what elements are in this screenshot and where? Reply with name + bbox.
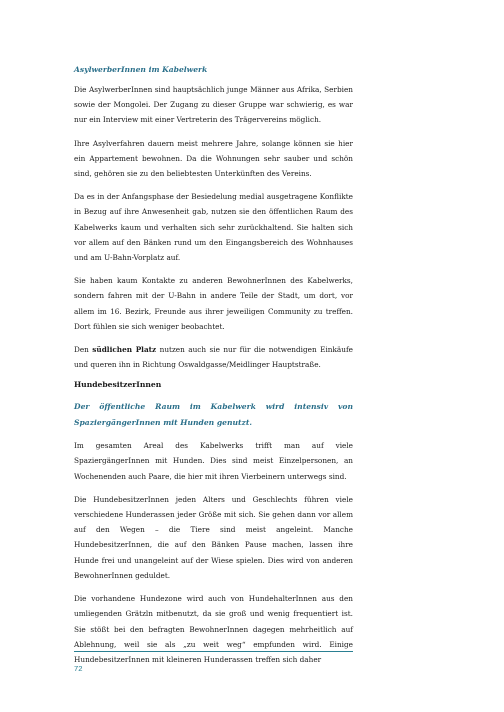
paragraph: Die AsylwerberInnen sind hauptsächlich junge Männer aus Afrika, Serbien sowie der Mongolei. Der Zugang zu dieser Gruppe war schwierig, es war nur ein Interview mit einer Vertreterin des Trägervereins möglich. [74, 85, 353, 125]
paragraph: Die HundebesitzerInnen jeden Alters und Geschlechts führen viele verschiedene Hunderassen jeder Größe mit sich. Sie gehen dann vor allem auf den Wegen – die Tiere sind meist angeleint. Manche HundebesitzerInnen, die auf den Bänken Pause machen, lassen ihre Hunde frei und unangeleint auf der Wiese spielen. Dies wird von anderen BewohnerInnen geduldet. [74, 494, 353, 580]
footer-rule [74, 651, 353, 652]
bold-text-run: südlichen Platz [92, 345, 157, 355]
text-run: nutzen auch sie nur für die notwendigen Einkäufe und queren ihn in Richtung Oswaldgasse/Meidlinger Hauptstraße. [74, 345, 353, 370]
paragraph: Die vorhandene Hundezone wird auch von HundehalterInnen aus den umliegenden Grätzln mitbenutzt, da sie groß und wenig frequentiert ist. Sie stößt bei den befragten BewohnerInnen dagegen mehrheitlich auf Ablehnung, weil sie als „zu weit weg“ empfunden wird. Einige HundebesitzerInnen mit kleineren Hunderassen treffen sich daher [74, 594, 353, 664]
lead-paragraph: Der öffentliche Raum im Kabelwerk wird intensiv von SpaziergängerInnen mit Hunden genutzt. [74, 402, 353, 427]
paragraph: Da es in der Anfangsphase der Besiedelung medial ausgetragene Konflikte in Bezug auf ihre Anwesenheit gab, nutzen sie den öffentlichen Raum des Kabelwerks kaum und verhalten sich sehr zurückhaltend. Sie halten sich vor allem auf den Bänken rund um den Eingangsbereich des Wohnhauses und am U-Bahn-Vorplatz auf. [74, 192, 353, 263]
paragraph: Im gesamten Areal des Kabelwerks trifft man auf viele SpaziergängerInnen mit Hunden. Dies sind meist Einzelpersonen, an Wochenenden auch Paare, die hier mit ihren Vierbeinern unterwegs sind. [74, 441, 353, 481]
section-heading-asylwerber: AsylwerberInnen im Kabelwerk [74, 65, 208, 74]
page-content [74, 65, 353, 675]
paragraph: Ihre Asylverfahren dauern meist mehrere Jahre, solange können sie hier ein Appartement bewohnen. Da die Wohnungen sehr sauber und schön sind, gehören sie zu den beliebtesten Unterkünften des Vereins. [74, 138, 353, 179]
text-run: Den [74, 345, 93, 355]
section-heading-hundebesitzer: HundebesitzerInnen [74, 380, 162, 390]
paragraph-with-bold [74, 342, 353, 372]
paragraph: Sie haben kaum Kontakte zu anderen BewohnerInnen des Kabelwerks, sondern fahren mit der U-Bahn in andere Teile der Stadt, um dort, vor allem im 16. Bezirk, Freunde aus ihrer jeweiligen Community zu treffen. Dort fühlen sie sich weniger beobachtet. [74, 276, 353, 331]
page-number: 72 [74, 664, 83, 673]
